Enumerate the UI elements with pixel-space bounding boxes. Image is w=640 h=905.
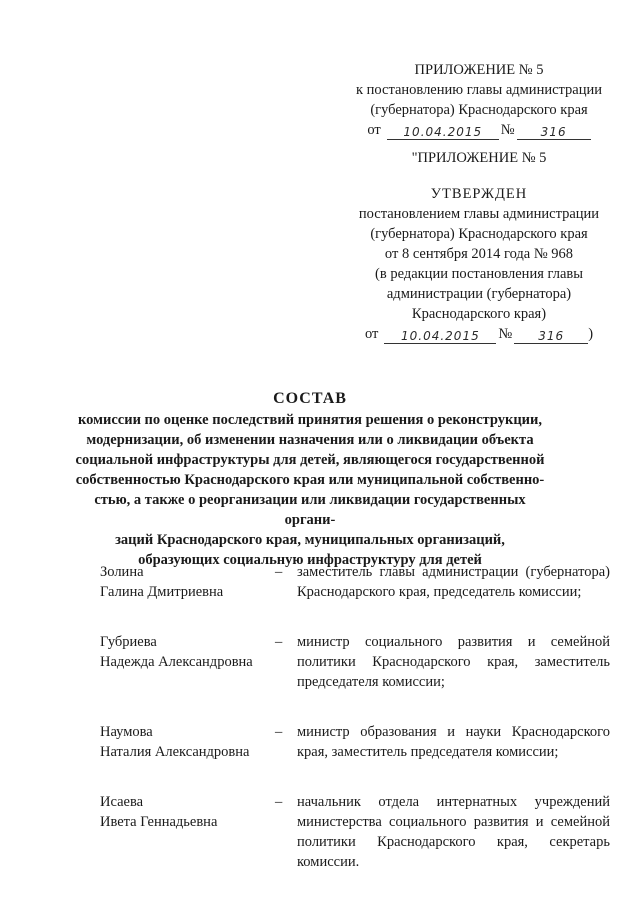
- subtitle-line: собственностью Краснодарского края или муниципальной собственно-: [75, 472, 545, 488]
- inner-appendix-line: постановлением главы администрации: [358, 206, 600, 222]
- handwritten-date: 10.04.2015: [384, 329, 496, 344]
- handwritten-number: 316: [514, 329, 588, 344]
- appendix-line: (губернатора) Краснодарского края: [370, 102, 588, 118]
- from-label: от: [367, 122, 381, 138]
- member-role: заместитель главы администрации (губернатора) Краснодарского края, председатель комиссии;: [297, 564, 610, 600]
- member-role: министр образования и науки Краснодарского края, заместитель председателя комиссии;: [297, 724, 610, 760]
- member-row: [100, 562, 610, 602]
- member-surname: Золина: [100, 564, 144, 580]
- handwritten-date: 10.04.2015: [387, 125, 499, 140]
- member-name: [100, 792, 275, 872]
- inner-appendix-line: (губернатора) Краснодарского края: [370, 226, 588, 242]
- approved-label: УТВЕРЖДЕН: [430, 186, 528, 202]
- subtitle-line: образующих социальную инфраструктуру для детей: [138, 552, 482, 568]
- member-given-name: Надежда Александровна: [100, 654, 253, 670]
- subtitle-line: модернизации, об изменении назначения или о ликвидации объекта: [86, 432, 534, 448]
- member-given-name: Галина Дмитриевна: [100, 584, 224, 600]
- number-label: №: [500, 122, 515, 138]
- inner-appendix-line: от 8 сентября 2014 года № 968: [384, 246, 574, 262]
- member-role: начальник отдела интернатных учреждений министерства социального развития и семейной политики Краснодарского края, секретарь комиссии.: [297, 794, 610, 870]
- document-subtitle: [70, 410, 550, 570]
- subtitle-line: социальной инфраструктуры для детей, являющегося государственной: [75, 452, 545, 468]
- appendix-title: ПРИЛОЖЕНИЕ № 5: [414, 62, 544, 78]
- member-role: министр социального развития и семейной политики Краснодарского края, заместитель председателя комиссии;: [297, 634, 610, 690]
- member-dash: –: [275, 634, 283, 650]
- from-label: от: [364, 326, 379, 342]
- member-given-name: Наталия Александровна: [100, 744, 250, 760]
- member-dash: –: [275, 794, 283, 810]
- closing-paren: ): [588, 326, 594, 342]
- number-label: №: [498, 326, 513, 342]
- appendix-header: [348, 60, 610, 140]
- appendix-date-row: [348, 120, 610, 140]
- member-row: [100, 632, 610, 692]
- member-dash: –: [275, 724, 283, 740]
- document-title-block: [70, 388, 550, 570]
- member-name: [100, 722, 275, 762]
- member-surname: Наумова: [100, 724, 153, 740]
- subtitle-line: стью, а также о реорганизации или ликвидации государственных органи-: [94, 492, 526, 528]
- member-row: [100, 792, 610, 872]
- member-given-name: Ивета Геннадьевна: [100, 814, 218, 830]
- inner-appendix-line: (в редакции постановления главы: [375, 266, 583, 282]
- document-title: СОСТАВ: [273, 390, 347, 407]
- inner-date-row: [348, 324, 610, 344]
- member-row: [100, 722, 610, 762]
- inner-appendix-line: администрации (губернатора): [386, 286, 572, 302]
- member-dash: –: [275, 564, 283, 580]
- inner-appendix-title: "ПРИЛОЖЕНИЕ № 5: [411, 150, 547, 166]
- handwritten-number: 316: [517, 125, 591, 140]
- commission-members-list: [100, 562, 610, 902]
- member-name: [100, 562, 275, 602]
- appendix-line: к постановлению главы администрации: [355, 82, 603, 98]
- inner-appendix-line: Краснодарского края): [411, 306, 547, 322]
- subtitle-line: комиссии по оценке последствий принятия решения о реконструкции,: [77, 412, 543, 428]
- member-surname: Исаева: [100, 794, 144, 810]
- member-name: [100, 632, 275, 692]
- member-surname: Губриева: [100, 634, 157, 650]
- inner-appendix-header: [348, 148, 610, 344]
- subtitle-line: заций Краснодарского края, муниципальных организаций,: [115, 532, 505, 548]
